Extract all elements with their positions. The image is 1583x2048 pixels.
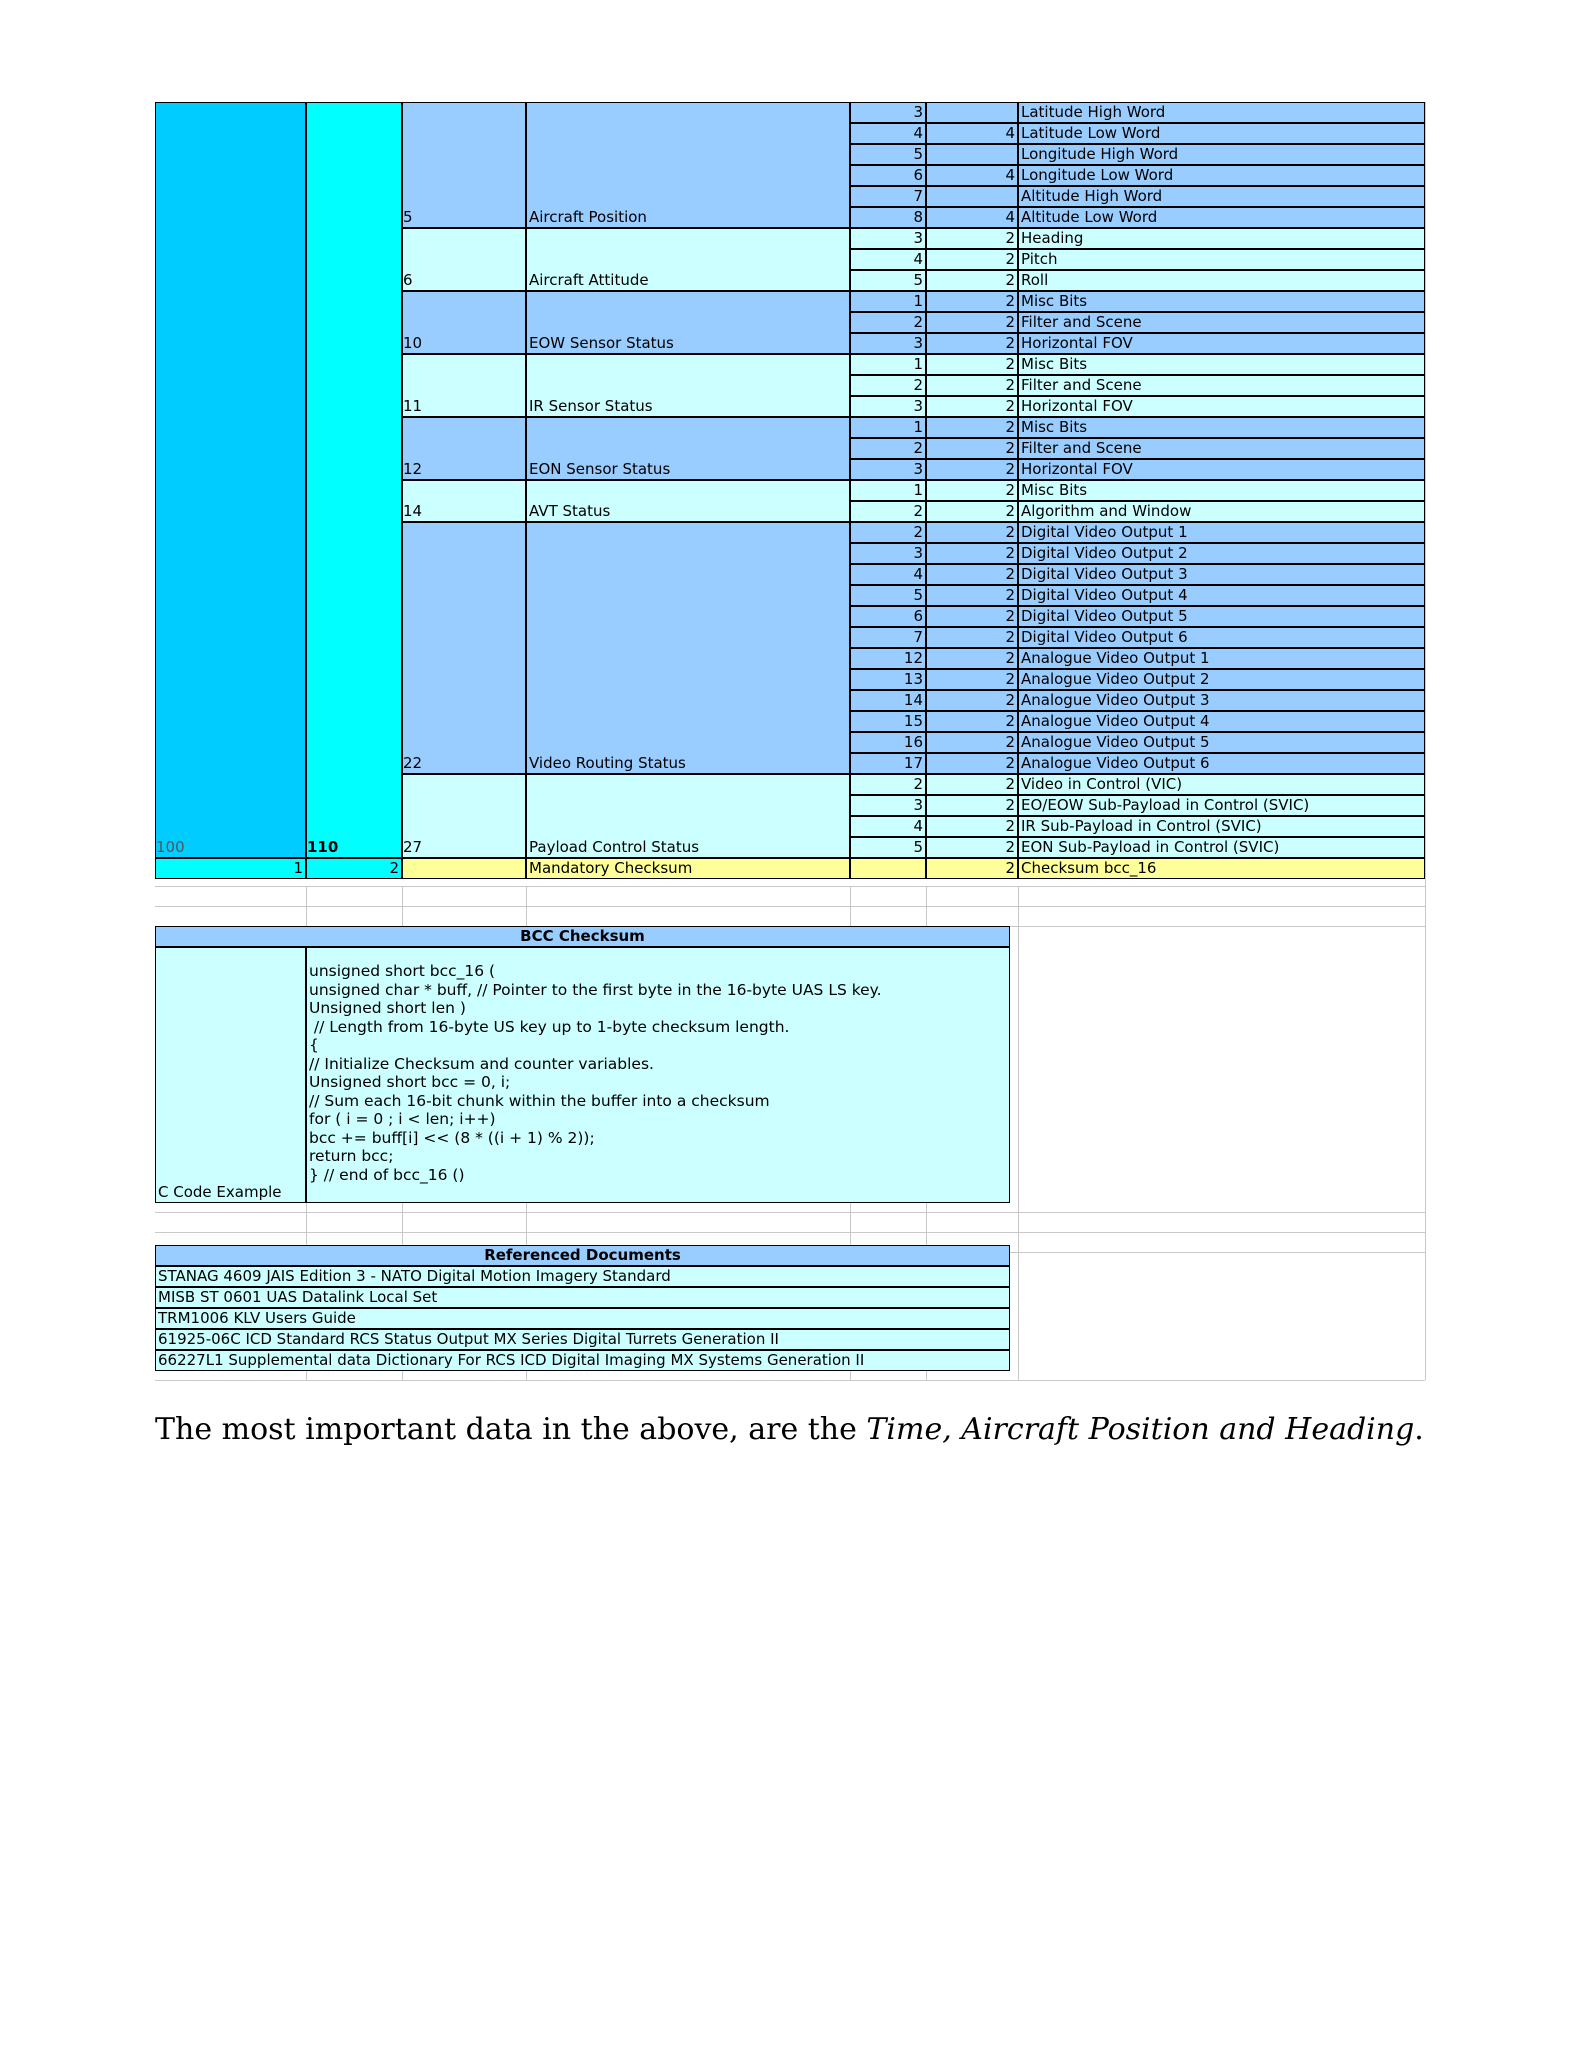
field-length: 2 <box>926 228 1018 249</box>
field-name: Analogue Video Output 1 <box>1018 648 1425 669</box>
grid-line <box>1425 102 1426 1380</box>
field-name: IR Sub-Payload in Control (SVIC) <box>1018 816 1425 837</box>
reference-item: STANAG 4609 JAIS Edition 3 - NATO Digital Motion Imagery Standard <box>155 1266 1010 1287</box>
code-line: Unsigned short len ) <box>309 999 466 1017</box>
reference-item: MISB ST 0601 UAS Datalink Local Set <box>155 1287 1010 1308</box>
field-index: 14 <box>850 690 926 711</box>
field-name: Longitude High Word <box>1018 144 1425 165</box>
field-index: 1 <box>850 480 926 501</box>
field-index: 17 <box>850 753 926 774</box>
checksum-name: Mandatory Checksum <box>526 858 850 879</box>
field-name: EON Sub-Payload in Control (SVIC) <box>1018 837 1425 858</box>
field-length <box>926 144 1018 165</box>
code-line: unsigned char * buff, // Pointer to the first byte in the 16-byte UAS LS key. <box>309 980 882 999</box>
field-name: Pitch <box>1018 249 1425 270</box>
field-index: 16 <box>850 732 926 753</box>
field-length: 2 <box>926 459 1018 480</box>
checksum-id-a: 1 <box>155 858 306 879</box>
field-index: 12 <box>850 648 926 669</box>
checksum-id-b: 2 <box>306 858 402 879</box>
field-index: 5 <box>850 585 926 606</box>
field-name: Analogue Video Output 5 <box>1018 732 1425 753</box>
field-length: 2 <box>926 690 1018 711</box>
field-index: 2 <box>850 312 926 333</box>
field-name: Digital Video Output 4 <box>1018 585 1425 606</box>
group-name: EON Sensor Status <box>526 417 850 480</box>
field-name: Roll <box>1018 270 1425 291</box>
field-index: 3 <box>850 102 926 123</box>
field-length: 2 <box>926 312 1018 333</box>
field-name: Digital Video Output 3 <box>1018 564 1425 585</box>
group-number: 6 <box>402 228 526 291</box>
field-name: Misc Bits <box>1018 291 1425 312</box>
group-name: AVT Status <box>526 480 850 522</box>
field-index: 5 <box>850 144 926 165</box>
checksum-field: Checksum bcc_16 <box>1018 858 1425 879</box>
sub-id-cell: 110 <box>306 102 402 858</box>
field-index: 3 <box>850 333 926 354</box>
field-length: 2 <box>926 669 1018 690</box>
field-length: 2 <box>926 249 1018 270</box>
group-number: 14 <box>402 480 526 522</box>
field-length <box>926 186 1018 207</box>
summary-emphasis: Time, Aircraft Position and Heading <box>866 1412 1415 1447</box>
field-index: 3 <box>850 459 926 480</box>
field-length: 4 <box>926 207 1018 228</box>
field-name: Misc Bits <box>1018 417 1425 438</box>
message-id-cell: 100 <box>155 102 306 858</box>
field-name: Analogue Video Output 2 <box>1018 669 1425 690</box>
field-index: 2 <box>850 375 926 396</box>
field-length: 2 <box>926 795 1018 816</box>
field-length: 2 <box>926 711 1018 732</box>
field-name: Misc Bits <box>1018 354 1425 375</box>
field-length: 2 <box>926 837 1018 858</box>
field-index: 8 <box>850 207 926 228</box>
field-length: 2 <box>926 585 1018 606</box>
code-line: return bcc; <box>309 1147 394 1165</box>
field-length: 4 <box>926 165 1018 186</box>
field-index: 2 <box>850 522 926 543</box>
summary-text: The most important data in the above, are the <box>155 1412 867 1447</box>
field-name: Latitude Low Word <box>1018 123 1425 144</box>
field-length: 2 <box>926 480 1018 501</box>
reference-item: 61925-06C ICD Standard RCS Status Output MX Series Digital Turrets Generation II <box>155 1329 1010 1350</box>
grid-line <box>155 1380 1425 1381</box>
field-name: Filter and Scene <box>1018 375 1425 396</box>
field-length: 2 <box>926 417 1018 438</box>
field-name: Video in Control (VIC) <box>1018 774 1425 795</box>
field-length: 2 <box>926 333 1018 354</box>
code-line: Unsigned short bcc = 0, i; <box>309 1073 511 1091</box>
field-index: 13 <box>850 669 926 690</box>
field-index: 3 <box>850 795 926 816</box>
field-name: Horizontal FOV <box>1018 333 1425 354</box>
grid-line <box>155 886 1425 887</box>
field-index: 7 <box>850 186 926 207</box>
field-index: 2 <box>850 501 926 522</box>
field-name: Misc Bits <box>1018 480 1425 501</box>
checksum-empty <box>850 858 926 879</box>
group-name: Aircraft Position <box>526 102 850 228</box>
field-name: Analogue Video Output 6 <box>1018 753 1425 774</box>
field-name: Longitude Low Word <box>1018 165 1425 186</box>
field-name: Digital Video Output 2 <box>1018 543 1425 564</box>
group-name: Aircraft Attitude <box>526 228 850 291</box>
code-line: unsigned short bcc_16 ( <box>309 962 496 980</box>
group-name: EOW Sensor Status <box>526 291 850 354</box>
field-index: 3 <box>850 228 926 249</box>
field-index: 4 <box>850 249 926 270</box>
field-index: 2 <box>850 438 926 459</box>
code-line: for ( i = 0 ; i < len; i++) <box>309 1110 496 1128</box>
field-name: Filter and Scene <box>1018 312 1425 333</box>
bcc-title: BCC Checksum <box>155 926 1010 947</box>
field-length: 2 <box>926 648 1018 669</box>
field-index: 5 <box>850 270 926 291</box>
field-name: Altitude Low Word <box>1018 207 1425 228</box>
group-name: Video Routing Status <box>526 522 850 774</box>
field-index: 6 <box>850 165 926 186</box>
field-index: 1 <box>850 417 926 438</box>
code-line: } // end of bcc_16 () <box>309 1165 465 1184</box>
field-index: 2 <box>850 774 926 795</box>
field-index: 15 <box>850 711 926 732</box>
reference-item: TRM1006 KLV Users Guide <box>155 1308 1010 1329</box>
code-line: { <box>309 1036 319 1054</box>
field-name: Filter and Scene <box>1018 438 1425 459</box>
group-number: 10 <box>402 291 526 354</box>
field-name: Analogue Video Output 4 <box>1018 711 1425 732</box>
grid-line <box>155 1232 1425 1233</box>
field-index: 3 <box>850 543 926 564</box>
field-length: 2 <box>926 816 1018 837</box>
field-length: 2 <box>926 627 1018 648</box>
field-length: 2 <box>926 522 1018 543</box>
grid-line <box>1018 886 1019 1380</box>
checksum-empty <box>402 858 526 879</box>
checksum-length: 2 <box>926 858 1018 879</box>
field-index: 4 <box>850 123 926 144</box>
field-length: 2 <box>926 753 1018 774</box>
field-length: 2 <box>926 270 1018 291</box>
field-index: 4 <box>850 564 926 585</box>
field-length: 2 <box>926 396 1018 417</box>
group-number: 12 <box>402 417 526 480</box>
field-index: 3 <box>850 396 926 417</box>
group-name: IR Sensor Status <box>526 354 850 417</box>
field-length: 2 <box>926 291 1018 312</box>
bcc-code-block <box>306 947 1010 1203</box>
field-name: Digital Video Output 1 <box>1018 522 1425 543</box>
field-name: Analogue Video Output 3 <box>1018 690 1425 711</box>
field-length <box>926 102 1018 123</box>
field-length: 2 <box>926 606 1018 627</box>
grid-line <box>155 906 1425 907</box>
field-name: EO/EOW Sub-Payload in Control (SVIC) <box>1018 795 1425 816</box>
code-line: // Length from 16-byte US key up to 1-byte checksum length. <box>309 1017 790 1036</box>
field-length: 2 <box>926 774 1018 795</box>
group-name: Payload Control Status <box>526 774 850 858</box>
grid-line <box>155 1212 1425 1213</box>
group-number: 27 <box>402 774 526 858</box>
summary-sentence <box>155 1410 1455 1450</box>
field-length: 2 <box>926 501 1018 522</box>
field-length: 2 <box>926 354 1018 375</box>
refs-title: Referenced Documents <box>155 1245 1010 1266</box>
group-number: 11 <box>402 354 526 417</box>
field-name: Latitude High Word <box>1018 102 1425 123</box>
code-line: bcc += buff[i] << (8 * ((i + 1) % 2)); <box>309 1128 595 1147</box>
field-name: Altitude High Word <box>1018 186 1425 207</box>
field-index: 5 <box>850 837 926 858</box>
field-index: 1 <box>850 354 926 375</box>
field-index: 6 <box>850 606 926 627</box>
field-length: 2 <box>926 543 1018 564</box>
code-line: // Initialize Checksum and counter variables. <box>309 1054 654 1073</box>
group-number: 5 <box>402 102 526 228</box>
field-name: Horizontal FOV <box>1018 396 1425 417</box>
field-length: 4 <box>926 123 1018 144</box>
field-index: 1 <box>850 291 926 312</box>
field-name: Heading <box>1018 228 1425 249</box>
field-length: 2 <box>926 732 1018 753</box>
field-index: 4 <box>850 816 926 837</box>
group-number: 22 <box>402 522 526 774</box>
field-name: Digital Video Output 5 <box>1018 606 1425 627</box>
field-name: Horizontal FOV <box>1018 459 1425 480</box>
field-index: 7 <box>850 627 926 648</box>
field-name: Algorithm and Window <box>1018 501 1425 522</box>
reference-item: 66227L1 Supplemental data Dictionary For RCS ICD Digital Imaging MX Systems Generation II <box>155 1350 1010 1371</box>
code-line: // Sum each 16-bit chunk within the buffer into a checksum <box>309 1091 770 1110</box>
field-length: 2 <box>926 564 1018 585</box>
field-name: Digital Video Output 6 <box>1018 627 1425 648</box>
field-length: 2 <box>926 375 1018 396</box>
bcc-label: C Code Example <box>155 947 306 1203</box>
summary-period: . <box>1414 1412 1424 1447</box>
field-length: 2 <box>926 438 1018 459</box>
